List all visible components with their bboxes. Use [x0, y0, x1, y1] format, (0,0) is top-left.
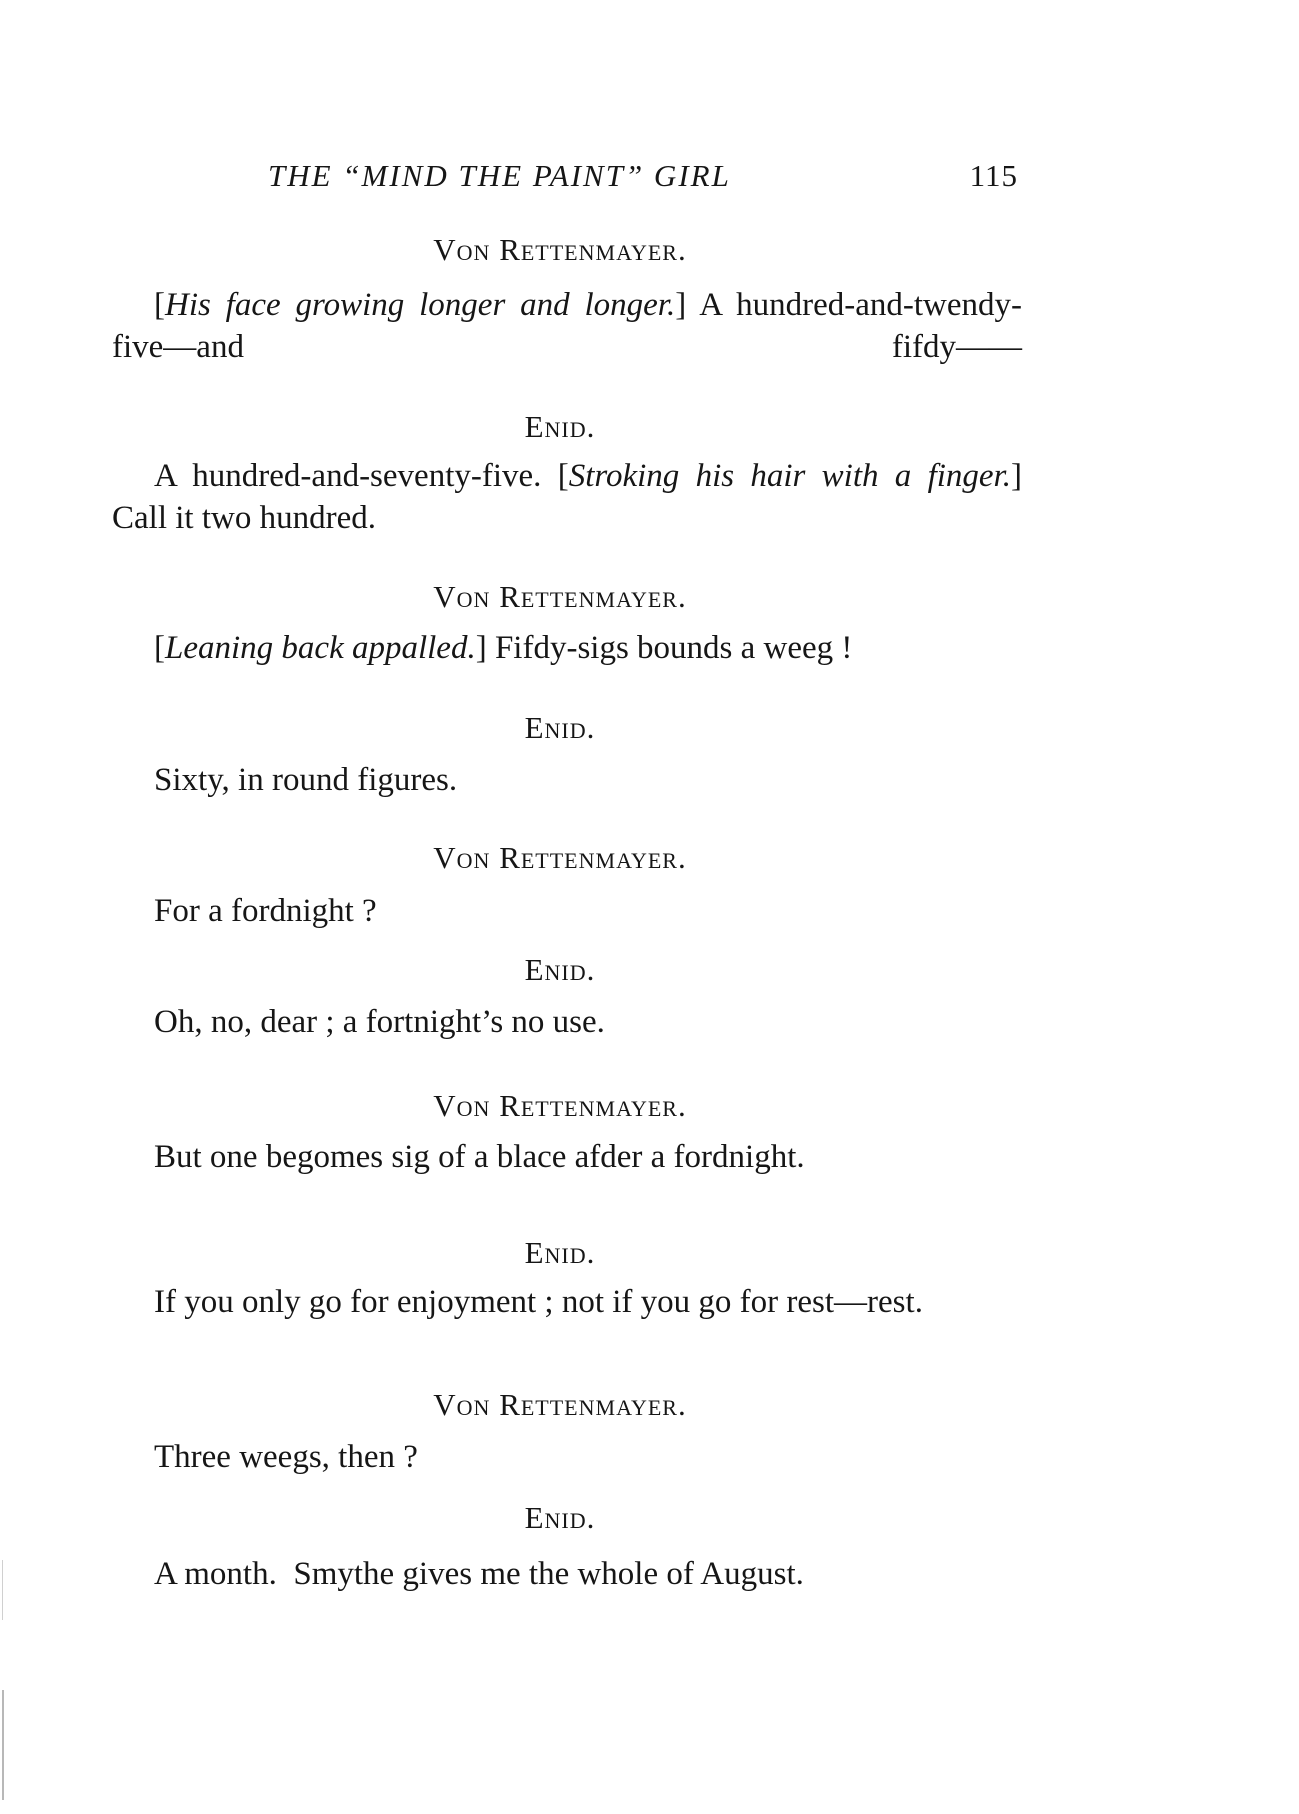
speech: [112, 1436, 1022, 1478]
speaker-name: Von Rettenmayer.: [433, 1387, 687, 1422]
speech-text: Three weegs, then ?: [154, 1439, 418, 1475]
speaker-name: Von Rettenmayer.: [433, 840, 687, 875]
speech-text: A hundred-and-twendy-five—and fifdy——: [112, 287, 1022, 365]
speech-text: Fifdy-sigs bounds a weeg !: [494, 630, 853, 666]
speech: [112, 759, 1022, 801]
speech-text: A month. Smythe gives me the whole of August.: [154, 1556, 804, 1592]
speech: [112, 1553, 1022, 1595]
speech: [Leaning back appalled.] Fifdy-sigs bounds a weeg !: [154, 630, 853, 666]
speech-text: Call it two hundred.: [112, 500, 376, 536]
speaker-name: Von Rettenmayer.: [433, 1088, 687, 1123]
speech: [112, 1001, 1022, 1043]
speech-text: For a fordnight ?: [154, 893, 377, 929]
speaker-name: Von Rettenmayer.: [433, 579, 687, 614]
running-title: THE “MIND THE PAINT” GIRL: [268, 158, 731, 193]
speech: A hundred-and-seventy-five. [Stroking his hair with a finger.] Call it two hundred.: [112, 458, 1022, 536]
speaker-name: Enid.: [524, 952, 596, 987]
speaker-name: Enid.: [524, 710, 596, 745]
speech-text: But one begomes sig of a blace afder a fordnight.: [154, 1139, 805, 1175]
speech: [His face growing longer and longer.] A hundred-and-twendy-five—and fifdy——: [112, 287, 1022, 365]
running-header: [268, 158, 1018, 198]
speech-text: Oh, no, dear ; a fortnight’s no use.: [154, 1004, 605, 1040]
speech-text: Sixty, in round figures.: [154, 762, 458, 798]
scan-edge-mark: [2, 1560, 3, 1620]
speaker-name: Enid.: [524, 409, 596, 444]
page-number: 115: [969, 158, 1018, 193]
scan-edge-mark: [2, 1690, 4, 1800]
speech-text: If you only go for enjoyment ; not if you go for rest—rest.: [154, 1284, 923, 1320]
speech: [112, 1136, 1022, 1178]
stage-direction: Leaning back appalled.: [165, 630, 476, 666]
stage-direction: His face growing longer and longer.: [165, 287, 676, 323]
stage-direction: Stroking his hair with a finger.: [568, 458, 1011, 494]
speech: [112, 890, 1022, 932]
speech-text: A hundred-and-seventy-five.: [154, 458, 542, 494]
speaker-name: Von Rettenmayer.: [433, 232, 687, 267]
speaker-name: Enid.: [524, 1500, 596, 1535]
speaker-name: Enid.: [524, 1235, 596, 1270]
speech: [112, 1281, 1022, 1323]
